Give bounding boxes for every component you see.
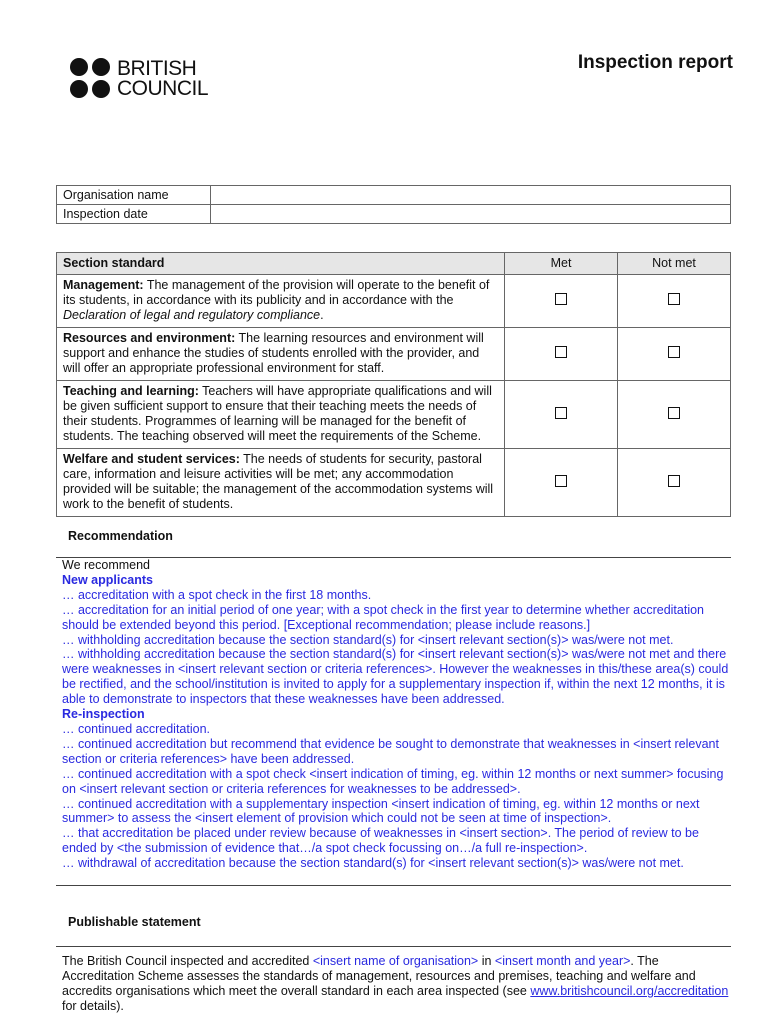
list-item: … continued accreditation. xyxy=(62,721,211,736)
organisation-name-field[interactable] xyxy=(211,186,731,205)
logo-line-1: BRITISH xyxy=(117,56,197,80)
list-item: … continued accreditation with a spot check <insert indication of timing, eg. within 12 months or next summer> focusing on <insert relevant section or criteria references for weaknesses to be addressed>. xyxy=(62,766,724,796)
section-standard-header: Section standard xyxy=(57,253,505,275)
table-row xyxy=(57,328,731,381)
accreditation-link[interactable]: www.britishcouncil.org/accreditation xyxy=(530,984,729,998)
organisation-placeholder: <insert name of organisation> xyxy=(312,954,479,968)
resources-met-cell xyxy=(505,328,618,381)
list-item: … withholding accreditation because the section standard(s) for <insert relevant section(s)> was/were not met. xyxy=(62,632,674,647)
publishable-statement-body: The British Council inspected and accredited <insert name of organisation> in <insert month and year>. The Accreditation Scheme assesses the standards of management, resources and premises, teaching and welfare and accredits organisations which meet the overall standard in each area inspected (see www.britishcouncil.org/accreditation for details). xyxy=(62,954,729,1013)
inspection-date-label: Inspection date xyxy=(57,205,211,224)
teaching-not-met-cell xyxy=(618,381,731,449)
table-row xyxy=(57,275,731,328)
table-row xyxy=(57,381,731,449)
table-row xyxy=(57,449,731,517)
section-standards-table xyxy=(56,252,731,517)
list-item: … withholding accreditation because the section standard(s) for <insert relevant section(s)> was/were not met and there were weaknesses in <insert relevant section or criteria references>. However the weaknesses in this/these area(s) could be rectified, and the school/institution is invited to apply for a supplementary inspection if, within the next 12 months, it is able to demonstrate to inspectors that these weaknesses have been addressed. xyxy=(62,647,729,707)
resources-not-met-checkbox[interactable] xyxy=(668,346,680,358)
management-standard: Management: The management of the provision will operate to the benefit of its students, in accordance with its publicity and in accordance with the Declaration of legal and regulatory compliance. xyxy=(57,275,505,328)
teaching-met-cell xyxy=(505,381,618,449)
inspection-date-field[interactable] xyxy=(211,205,731,224)
welfare-met-checkbox[interactable] xyxy=(555,475,567,487)
organisation-name-label: Organisation name xyxy=(57,186,211,205)
page-title: Inspection report xyxy=(577,52,733,73)
list-item: … accreditation with a spot check in the first 18 months. xyxy=(62,587,372,602)
recommendation-body xyxy=(62,558,730,871)
re-inspection-heading: Re-inspection xyxy=(62,707,145,722)
management-met-cell xyxy=(505,275,618,328)
table-row xyxy=(57,205,731,224)
management-met-checkbox[interactable] xyxy=(555,293,567,305)
list-item: … withdrawal of accreditation because the section standard(s) for <insert relevant section(s)> was/were not met. xyxy=(62,856,684,871)
teaching-met-checkbox[interactable] xyxy=(555,407,567,419)
logo-dots-icon xyxy=(70,58,111,99)
resources-not-met-cell xyxy=(618,328,731,381)
welfare-not-met-checkbox[interactable] xyxy=(668,475,680,487)
management-not-met-checkbox[interactable] xyxy=(668,293,680,305)
welfare-standard: Welfare and student services: The needs of students for security, pastoral care, information and leisure activities will be met; any accommodation provided will be suitable; the management of the accommodation systems will work to the benefit of students. xyxy=(57,449,505,517)
date-placeholder: <insert month and year> xyxy=(494,954,631,968)
not-met-header: Not met xyxy=(618,253,731,275)
table-row xyxy=(57,186,731,205)
welfare-met-cell xyxy=(505,449,618,517)
british-council-logo xyxy=(70,58,208,99)
list-item: … continued accreditation with a supplementary inspection <insert indication of timing, eg. within 12 months or next summer> to assess the <insert element of provision which could not be seen at time of inspection>. xyxy=(62,796,700,826)
logo-wordmark xyxy=(117,56,209,100)
list-item: … accreditation for an initial period of one year; with a spot check in the first year to determine whether accreditation should be extended beyond this period. [Exceptional recommendation; please include reasons.] xyxy=(62,602,704,632)
met-header: Met xyxy=(505,253,618,275)
recommendation-intro: We recommend xyxy=(62,558,150,572)
management-not-met-cell xyxy=(618,275,731,328)
resources-standard: Resources and environment: The learning resources and environment will support and enhance the studies of students enrolled with the provider, and will offer an appropriate professional environment for staff. xyxy=(57,328,505,381)
new-applicants-heading: New applicants xyxy=(62,572,153,587)
table-header-row xyxy=(57,253,731,275)
recommendation-title: Recommendation xyxy=(68,529,173,543)
organisation-table xyxy=(56,185,731,224)
welfare-not-met-cell xyxy=(618,449,731,517)
publishable-statement-title: Publishable statement xyxy=(68,915,201,929)
logo-line-2: COUNCIL xyxy=(117,76,209,100)
teaching-standard: Teaching and learning: Teachers will have appropriate qualifications and will be given sufficient support to ensure that their teaching meets the needs of their students. Programmes of learning will be managed for the benefit of students. The teaching observed will meet the requirements of the Scheme. xyxy=(57,381,505,449)
list-item: … continued accreditation but recommend that evidence be sought to demonstrate that weaknesses in <insert relevant section or criteria references> have been addressed. xyxy=(62,736,719,766)
divider xyxy=(56,885,731,886)
list-item: … that accreditation be placed under review because of weaknesses in <insert section>. The period of review to be ended by <the submission of evidence that…/a spot check focussing on…/a full re-inspection>. xyxy=(62,826,699,856)
resources-met-checkbox[interactable] xyxy=(555,346,567,358)
divider xyxy=(56,946,731,947)
teaching-not-met-checkbox[interactable] xyxy=(668,407,680,419)
